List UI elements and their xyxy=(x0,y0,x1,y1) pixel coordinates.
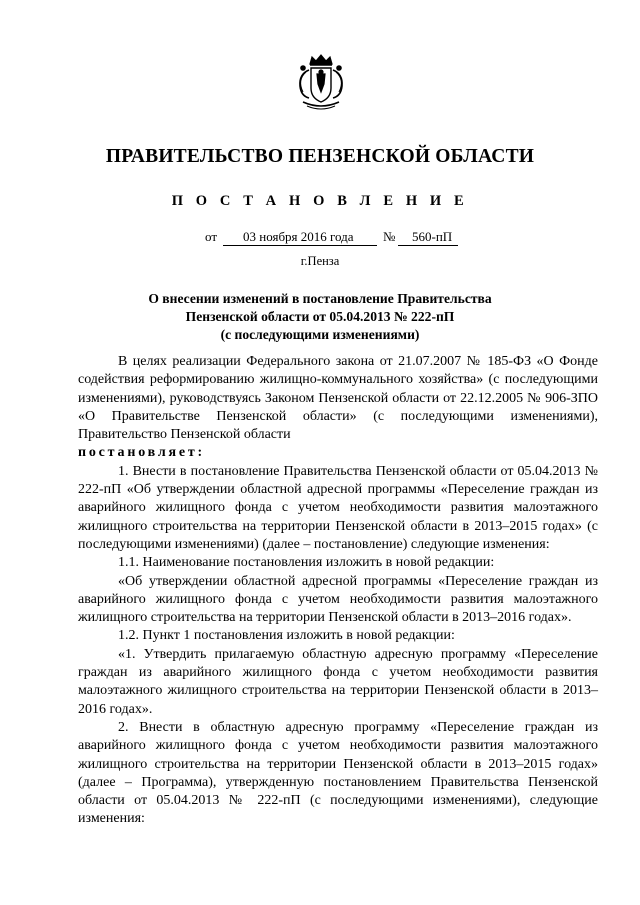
heading-line-1: О внесении изменений в постановление Правительства xyxy=(148,291,492,306)
paragraph-1-2-text: «1. Утвердить прилагаемую областную адресную программу «Переселение граждан из аварийного жилищного фонда с учетом необходимости развития малоэтажного жилищного строительства на территории Пензенской области в 2013–2016 годах». xyxy=(78,646,598,717)
paragraph-2: 2. Внести в областную адресную программу «Переселение граждан из аварийного жилищного фонда с учетом необходимости развития малоэтажного жилищного строительства на территории Пензенской области в 2013–2015 годах» (далее – Программа), утвержденную постановлением Правительства Пензенской области от 05.04.2013 № 222-пП (с последующими изменениями), следующие изменения: xyxy=(78,719,598,827)
document-heading xyxy=(110,290,530,344)
heading-line-3: (с последующими изменениями) xyxy=(220,327,420,342)
paragraph-1-1: 1.1. Наименование постановления изложить в новой редакции: xyxy=(118,555,495,571)
date-underline xyxy=(223,245,377,246)
coat-of-arms-icon xyxy=(293,52,349,112)
date-prefix: от xyxy=(205,229,218,244)
decree-date: 03 ноября 2016 года xyxy=(243,229,354,244)
number-underline xyxy=(398,245,458,246)
paragraph-1-2: 1.2. Пункт 1 постановления изложить в новой редакции: xyxy=(118,628,455,644)
document-body xyxy=(78,353,598,829)
city: г.Пенза xyxy=(300,254,340,268)
resolves-line xyxy=(78,444,598,462)
document-type: П О С Т А Н О В Л Е Н И Е xyxy=(171,193,469,209)
number-prefix: № xyxy=(383,229,396,244)
government-title: ПРАВИТЕЛЬСТВО ПЕНЗЕНСКОЙ ОБЛАСТИ xyxy=(105,146,535,167)
heading-line-2: Пензенской области от 05.04.2013 № 222-пП xyxy=(185,309,455,324)
resolves-word: постановляет: xyxy=(78,445,206,461)
paragraph-1-1-text: «Об утверждении областной адресной программы «Переселение граждан из аварийного жилищного фонда с учетом необходимости развития малоэтажного жилищного строительства на территории Пензенской области в 2013–2016 годах». xyxy=(78,573,598,626)
preamble-paragraph: В целях реализации Федерального закона от 21.07.2007 № 185-ФЗ «О Фонде содействия реформированию жилищно-коммунального хозяйства» (с последующими изменениями), руководствуясь Законом Пензенской области от 22.12.2005 № 906-ЗПО «О Правительстве Пензенской области» (с последующими изменениями), Правительство Пензенской области xyxy=(78,354,598,443)
paragraph-1: 1. Внести в постановление Правительства Пензенской области от 05.04.2013 № 222-пП «Об утверждении областной адресной программы «Переселение граждан из аварийного жилищного фонда с учетом необходимости развития малоэтажного жилищного строительства на территории Пензенской области в 2013–2015 годах» (с последующими изменениями) (далее – постановление) следующие изменения: xyxy=(78,463,598,552)
decree-number: 560-пП xyxy=(412,229,453,244)
